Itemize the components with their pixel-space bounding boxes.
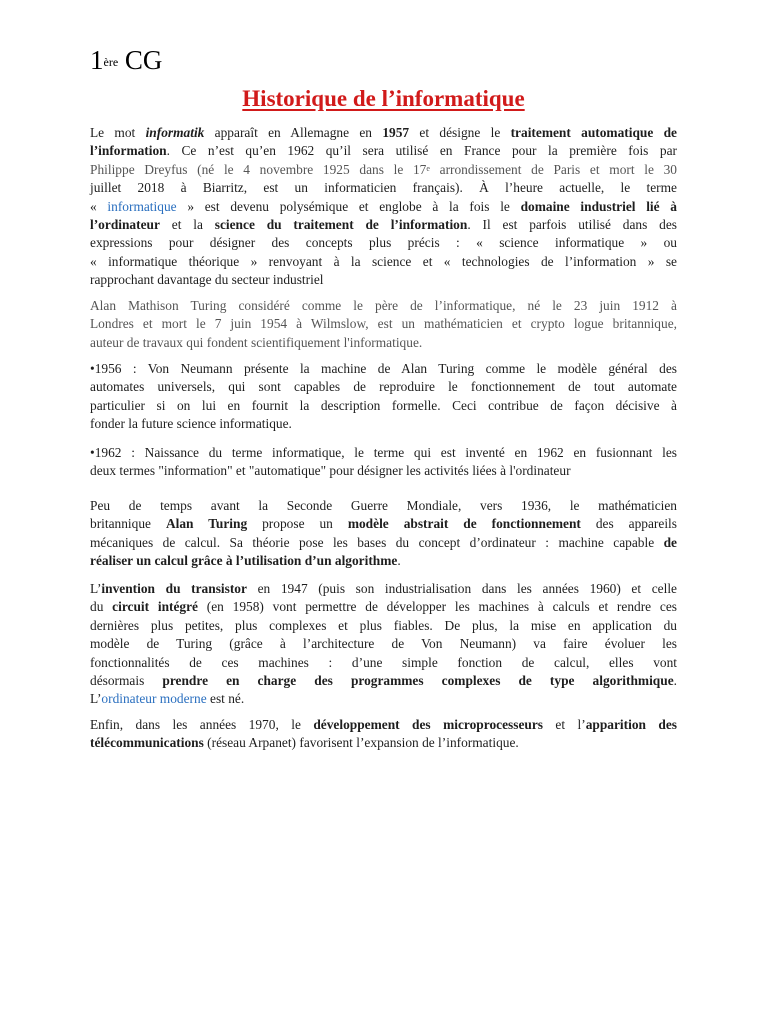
informatique-link[interactable]: informatique bbox=[107, 198, 177, 214]
paragraph-line: mécaniques de calcul. Sa théorie pose les bases du concept d’ordinateur : machine capable de bbox=[90, 534, 677, 550]
paragraph-line: expressions pour désigner des concepts plus précis : « science informatique » ou bbox=[90, 235, 677, 251]
paragraph-line: modèle de Turing (grâce à l’architecture de Von Neumann) va faire évoluer les bbox=[90, 636, 677, 652]
paragraph-line: juillet 2018 à Biarritz, est un informaticien français). À l’heure actuelle, le terme bbox=[90, 180, 677, 196]
emphasis-traitement: traitement automatique de bbox=[510, 125, 677, 140]
paragraph-line: rapprochant davantage du secteur industriel bbox=[90, 272, 324, 288]
emphasis-year: 1957 bbox=[382, 125, 410, 140]
paragraph-1956 bbox=[90, 360, 677, 434]
document-title: Historique de l’informatique bbox=[242, 86, 525, 111]
paragraph-line: Londres et mort le 7 juin 1954 à Wilmslow, est un mathématicien et crypto logue britannique, bbox=[90, 316, 677, 332]
paragraph-line: Alan Mathison Turing considéré comme le père de l’informatique, né le 23 juin 1912 à bbox=[90, 298, 677, 313]
paragraph-line: fonctionnalités de ces machines : d’une simple fonction de calcul, elles vont bbox=[90, 654, 677, 670]
paragraph-line: dernières plus petites, plus complexes et plus fiables. De plus, la mise en application du bbox=[90, 617, 677, 633]
paragraph-line: « informatique » est devenu polysémique et englobe à la fois le domaine industriel lié à bbox=[90, 198, 677, 214]
paragraph-line: Peu de temps avant la Seconde Guerre Mondiale, vers 1936, le mathématicien bbox=[90, 498, 677, 513]
paragraph-line: auteur de travaux qui fondent scientifiquement l'informatique. bbox=[90, 334, 423, 350]
paragraph-line: deux termes "information" et "automatique" pour désigner les activités liées à l'ordinateur bbox=[90, 463, 571, 479]
paragraph-microprocessors bbox=[90, 716, 677, 753]
superscript: e bbox=[426, 163, 430, 173]
emphasis-informatik: informatik bbox=[145, 125, 205, 140]
paragraph-line: Enfin, dans les années 1970, le développement des microprocesseurs et l’apparition des bbox=[90, 717, 678, 732]
class-label-number: 1 bbox=[90, 45, 104, 75]
paragraph-turing-model bbox=[90, 497, 677, 571]
paragraph-line: télécommunications (réseau Arpanet) favorisent l’expansion de l’informatique. bbox=[90, 735, 519, 751]
class-label-suffix: CG bbox=[118, 45, 163, 75]
paragraph-transistor bbox=[90, 580, 677, 709]
paragraph-line: fonder la future science informatique. bbox=[90, 416, 292, 432]
paragraph-line: L’ordinateur moderne est né. bbox=[90, 691, 245, 707]
paragraph-line: •1962 : Naissance du terme informatique, le terme qui est inventé en 1962 en fusionnant les bbox=[90, 445, 677, 460]
paragraph-origin-of-term bbox=[90, 124, 677, 290]
paragraph-line: réaliser un calcul grâce à l’utilisation d’un algorithme. bbox=[90, 553, 401, 569]
paragraph-line: particulier si on lui en fournit la description formelle. Ceci contribue de façon décisive à bbox=[90, 397, 677, 413]
paragraph-line: automates universels, qui sont capables de reproduire le fonctionnement de tout automate bbox=[90, 379, 677, 395]
paragraph-line: Philippe Dreyfus (né le 4 novembre 1925 dans le 17e arrondissement de Paris et mort le 30 bbox=[90, 161, 678, 177]
paragraph-line: l’information. Ce n’est qu’en 1962 qu’il sera utilisé en France pour la première fois par bbox=[90, 143, 677, 159]
paragraph-line: L’invention du transistor en 1947 (puis son industrialisation dans les années 1960) et celle bbox=[90, 581, 678, 596]
class-label bbox=[90, 44, 162, 76]
class-label-superscript: ère bbox=[103, 55, 119, 69]
paragraph-line: « informatique théorique » renvoyant à la science et « technologies de l’information » se bbox=[90, 253, 677, 269]
paragraph-line: l’ordinateur et la science du traitement de l’information. Il est parfois utilisé dans des bbox=[90, 217, 677, 233]
paragraph-line: •1956 : Von Neumann présente la machine de Alan Turing comme le modèle général des bbox=[90, 361, 677, 376]
paragraph-line: Le mot informatik apparaît en Allemagne en 1957 et désigne le traitement automatique de bbox=[90, 125, 677, 140]
paragraph-1962 bbox=[90, 444, 677, 481]
ordinateur-moderne-link[interactable]: ordinateur moderne bbox=[101, 691, 207, 707]
paragraph-line: désormais prendre en charge des programmes complexes de type algorithmique. bbox=[90, 673, 677, 689]
paragraph-line: du circuit intégré (en 1958) vont permettre de développer les machines à calculs et rendre ces bbox=[90, 599, 677, 615]
paragraph-turing-bio bbox=[90, 297, 677, 352]
paragraph-line: britannique Alan Turing propose un modèle abstrait de fonctionnement des appareils bbox=[90, 516, 677, 532]
